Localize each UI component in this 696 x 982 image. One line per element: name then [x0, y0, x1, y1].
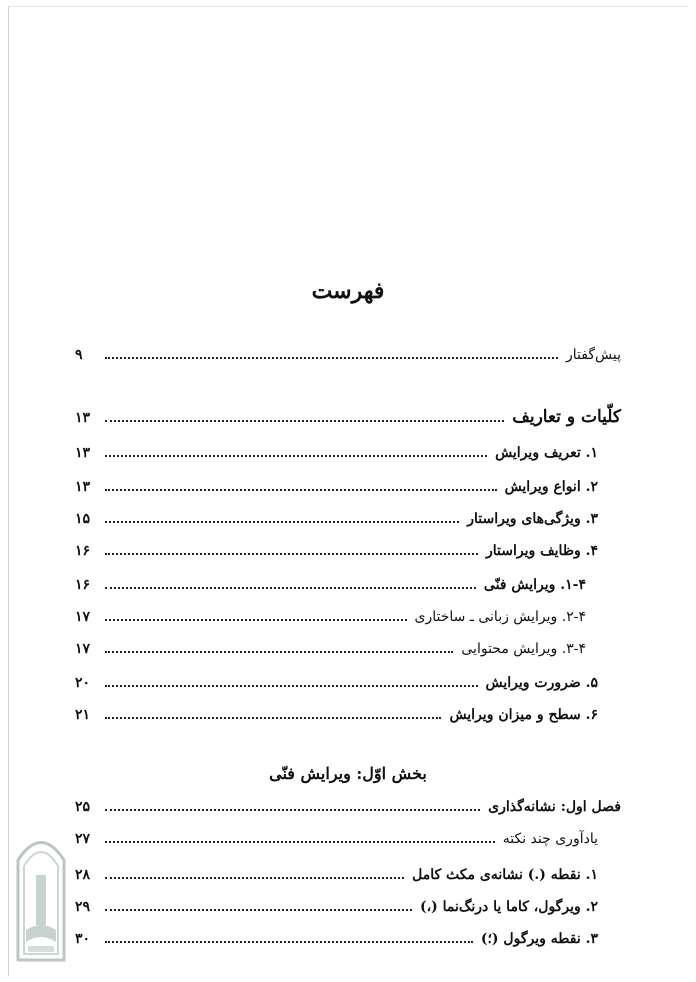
- library-stamp-icon: [10, 820, 72, 970]
- toc-entry-page: ۲۱: [75, 707, 91, 723]
- toc-leader-dots: [105, 553, 478, 555]
- toc-entry-label: ۲-۴. ویرایش زبانی ـ ساختاری: [414, 609, 586, 625]
- toc-entry: [75, 638, 586, 660]
- toc-entry-page: ۱۷: [75, 641, 91, 657]
- toc-entry-page: ۱۶: [75, 543, 91, 559]
- toc-entry-page: ۱۳: [75, 410, 91, 426]
- toc-entry-label: ۱. تعریف ویرایش: [495, 445, 598, 461]
- toc-entry: [75, 606, 586, 628]
- page-left-edge: [8, 6, 9, 976]
- toc-entry: [75, 344, 621, 366]
- page-title: فهرست: [311, 278, 385, 304]
- toc-entry: [75, 896, 598, 918]
- toc-entry-page: ۲۷: [75, 831, 91, 847]
- toc-entry-label: پیش‌گفتار: [566, 347, 621, 363]
- toc-entry: [75, 476, 598, 498]
- toc-entry-page: ۱۶: [75, 577, 91, 593]
- toc-entry: [75, 704, 598, 726]
- toc-entry-label: ۳. نقطه ویرگول (؛): [480, 931, 598, 947]
- toc-entry: [75, 508, 598, 530]
- toc-entry: [75, 406, 621, 428]
- toc-entry-label: ۱-۴. ویرایش فنّی: [483, 577, 586, 593]
- toc-entry: [75, 540, 598, 562]
- toc-leader-dots: [105, 420, 504, 422]
- toc-leader-dots: [105, 619, 407, 621]
- toc-leader-dots: [105, 489, 497, 491]
- toc-entry-page: ۲۵: [75, 799, 91, 815]
- toc-entry-page: ۱۳: [75, 479, 91, 495]
- toc-entry: [75, 928, 598, 950]
- toc-leader-dots: [105, 685, 478, 687]
- toc-leader-dots: [105, 587, 476, 589]
- toc-entry: [75, 672, 598, 694]
- toc-entry-page: ۱۳: [75, 445, 91, 461]
- toc-entry-page: ۱۷: [75, 609, 91, 625]
- toc-entry-label: ۳-۴. ویرایش محتوایی: [461, 641, 586, 657]
- page-top-edge: [8, 6, 688, 7]
- toc-entry-label: ۳. ویژگی‌های ویراستار: [467, 511, 598, 527]
- toc-leader-dots: [105, 941, 473, 943]
- toc-entry-label: ۶. سطح و میزان ویرایش: [449, 707, 598, 723]
- toc-entry: [75, 442, 598, 464]
- toc-entry-label: ۴. وظایف ویراستار: [486, 543, 598, 559]
- toc-entry: [75, 796, 621, 818]
- toc-entry-page: ۲۰: [75, 675, 91, 691]
- toc-entry-page: ۹: [75, 347, 83, 363]
- toc-leader-dots: [105, 877, 404, 879]
- toc-leader-dots: [105, 521, 459, 523]
- toc-leader-dots: [105, 909, 412, 911]
- toc-entry-page: ۲۹: [75, 899, 91, 915]
- toc-leader-dots: [105, 455, 487, 457]
- toc-entry-label: یادآوری چند نکته: [502, 831, 598, 847]
- toc-entry-label: ۲. ویرگول، کاما یا درنگ‌نما (،): [419, 899, 598, 915]
- toc-entry-label: فصل اول: نشانه‌گذاری: [488, 799, 621, 815]
- toc-entry-page: ۲۸: [75, 867, 91, 883]
- toc-entry: [75, 574, 586, 596]
- toc-leader-dots: [105, 651, 453, 653]
- section-heading: بخش اوّل: ویرایش فنّی: [269, 764, 427, 783]
- toc-entry: [75, 864, 598, 886]
- toc-entry-label: ۵. ضرورت ویرایش: [485, 675, 598, 691]
- toc-leader-dots: [105, 357, 558, 359]
- toc-leader-dots: [105, 809, 480, 811]
- toc-entry-label: ۲. انواع ویرایش: [504, 479, 598, 495]
- toc-entry-page: ۳۰: [75, 931, 91, 947]
- toc-entry-label: ۱. نقطه (.) نشانه‌ی مکث کامل: [412, 867, 598, 883]
- toc-entry-page: ۱۵: [75, 511, 91, 527]
- toc-leader-dots: [105, 717, 441, 719]
- toc-entry: [75, 828, 598, 850]
- toc-leader-dots: [105, 841, 495, 843]
- toc-entry-label: کلّیات و تعاریف: [512, 407, 621, 427]
